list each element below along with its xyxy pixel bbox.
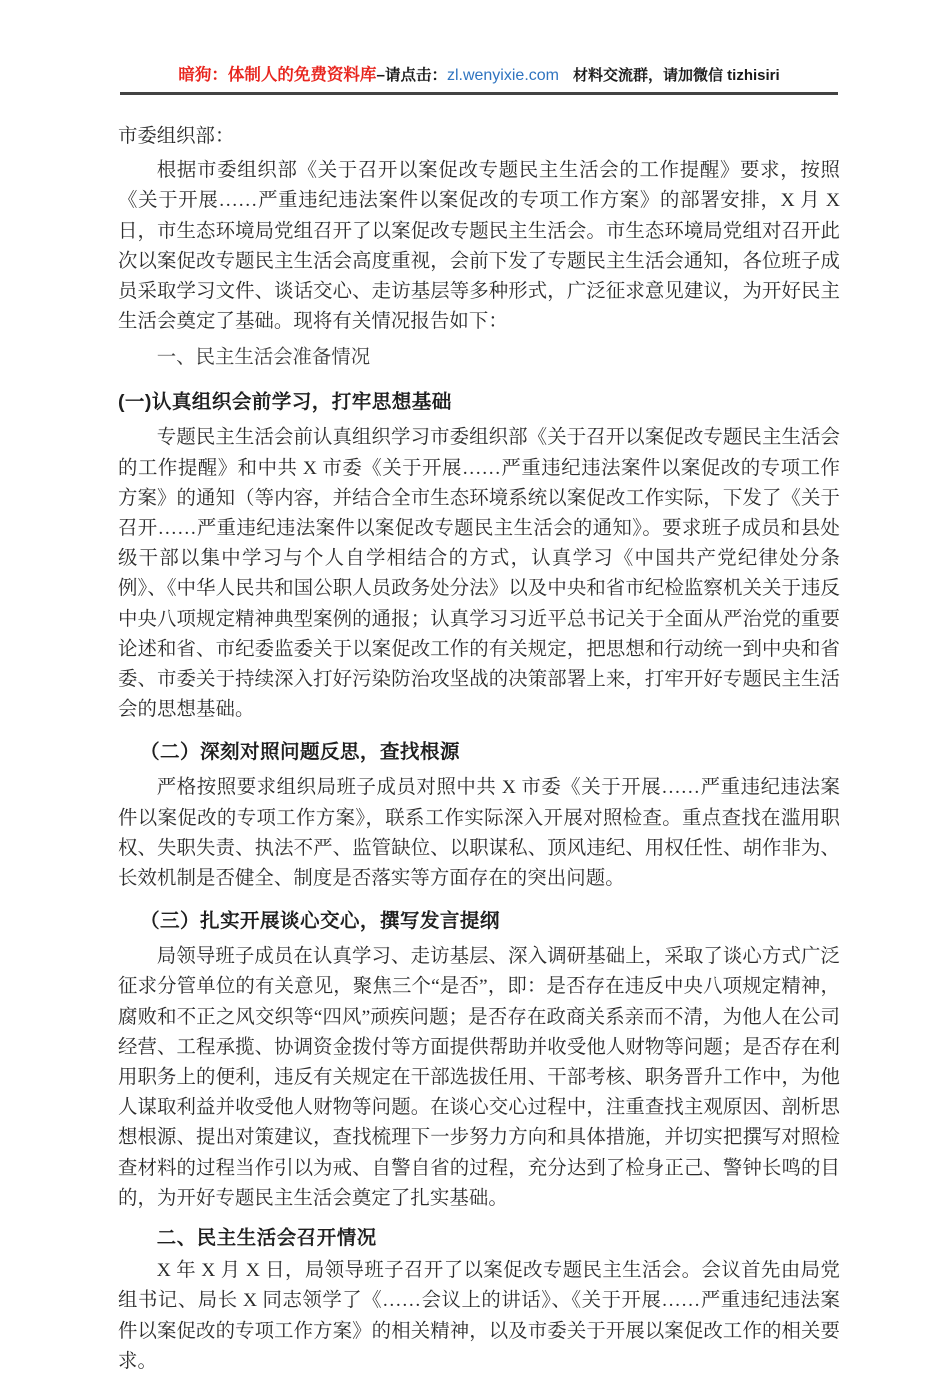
- salutation: 市委组织部：: [118, 126, 235, 147]
- subsection-body-1-2: 严格按照要求组织局班子成员对照中共 X 市委《关于开展……严重违纪违法案件以案促改的专项工作方案》，联系工作实际深入开展对照检查。重点查找在滥用职权、失职失责、执法不严、监管缺位、以职谋私、顶风违纪、用权任性、胡作非为、长效机制是否健全、制度是否落实等方面存在的突出问题。: [118, 777, 840, 890]
- promo-header: [118, 62, 840, 89]
- promo-link[interactable]: zl.wenyixie.com: [446, 67, 559, 84]
- document-body: [118, 122, 840, 1377]
- section-heading-2: 二、民主生活会召开情况: [156, 1227, 377, 1250]
- promo-wechat-text: 材料交流群，请加微信 tizhisiri: [572, 67, 780, 84]
- header-divider-rule: [120, 92, 838, 95]
- subsection-body-1-1: 专题民主生活会前认真组织学习市委组织部《关于召开以案促改专题民主生活会的工作提醒》和中共 X 市委《关于开展……严重违纪违法案件以案促改的专项工作方案》的通知（等内容，并结合全市生态环境系统以案促改工作实际，下发了《关于召开……严重违纪违法案件以案促改专题民主生活会的通知》。要求班子成员和县处级干部以集中学习与个人自学相结合的方式，认真学习《中国共产党纪律处分条例》、《中华人民共和国公职人员政务处分法》以及中央和省市纪检监察机关关于违反中央八项规定精神典型案例的通报；认真学习习近平总书记关于全面从严治党的重要论述和省、市纪委监委关于以案促改工作的有关规定，把思想和行动统一到中央和省委、市委关于持续深入打好污染防治攻坚战的决策部署上来，打牢开好专题民主生活会的思想基础。: [118, 427, 840, 721]
- subsection-heading-1-3: （三）扎实开展谈心交心，撰写发言提纲: [140, 910, 500, 933]
- section-body-2: X 年 X 月 X 日，局领导班子召开了以案促改专题民主生活会。会议首先由局党组书记、局长 X 同志领学了《……会议上的讲话》、《关于开展……严重违纪违法案件以案促改的专项工作方案》的相关精神，以及市委关于开展以案促改工作的相关要求。: [118, 1260, 840, 1372]
- promo-red-text: 暗狗：体制人的免费资料库: [178, 66, 377, 84]
- subsection-heading-1-1: (一)认真组织会前学习，打牢思想基础: [118, 391, 452, 414]
- intro-paragraph: 根据市委组织部《关于召开以案促改专题民主生活会的工作提醒》要求，按照《关于开展……严重违纪违法案件以案促改的专项工作方案》的部署安排，X 月 X 日，市生态环境局党组召开了以案促改专题民主生活会。市生态环境局党组对召开此次以案促改专题民主生活会高度重视，会前下发了专题民主生活会通知，各位班子成员采取学习文件、谈话交心、走访基层等多种形式，广泛征求意见建议，为开好民主生活会奠定了基础。现将有关情况报告如下：: [118, 160, 840, 333]
- subsection-heading-1-2: （二）深刻对照问题反思，查找根源: [140, 741, 460, 764]
- promo-header-line: [118, 62, 840, 89]
- subsection-body-1-3: 局领导班子成员在认真学习、走访基层、深入调研基础上，采取了谈心方式广泛征求分管单位的有关意见，聚焦三个“是否”，即：是否存在违反中央八项规定精神，腐败和不正之风交织等“四风”顽疾问题；是否存在政商关系亲而不清，为他人在公司经营、工程承揽、协调资金拨付等方面提供帮助并收受他人财物等问题；是否存在利用职务上的便利，违反有关规定在干部选拔任用、干部考核、职务晋升工作中，为他人谋取利益并收受他人财物等问题。在谈心交心过程中，注重查找主观原因、剖析思想根源、提出对策建议，查找梳理下一步努力方向和具体措施，并切实把撰写对照检查材料的过程当作引以为戒、自警自省的过程，充分达到了检身正己、警钟长鸣的目的，为开好专题民主生活会奠定了扎实基础。: [118, 946, 840, 1209]
- section-heading-1: 一、民主生活会准备情况: [156, 347, 371, 369]
- promo-click-text: –请点击：: [376, 67, 447, 84]
